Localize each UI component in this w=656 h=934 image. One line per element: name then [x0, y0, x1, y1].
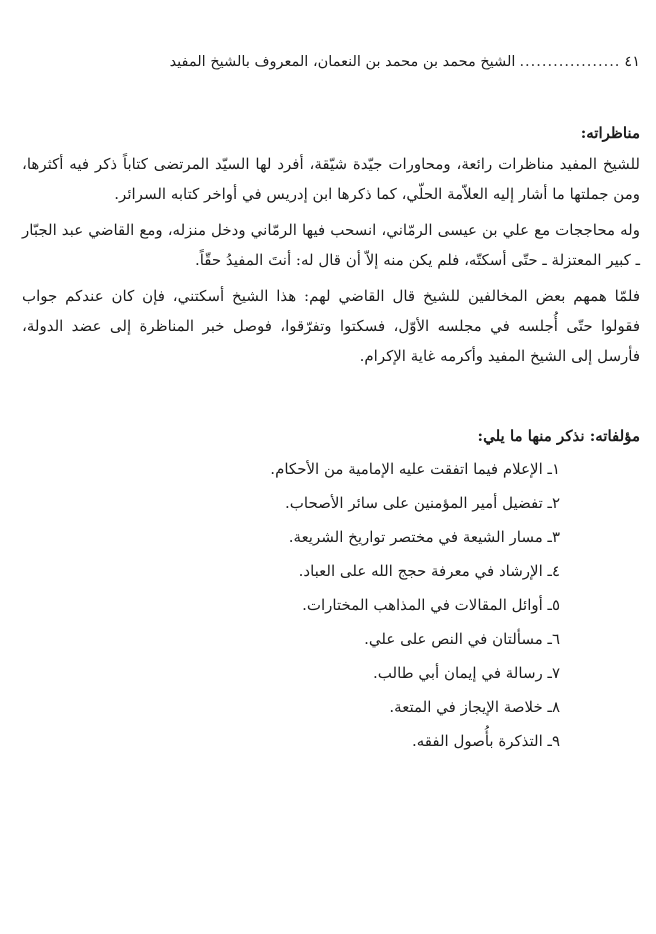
works-list-item: ٣ـ مسار الشيعة في مختصر تواريخ الشريعة.: [288, 528, 560, 546]
section-spacer: [22, 377, 640, 421]
works-list: [22, 452, 640, 758]
running-title: الشيخ محمد بن محمد بن النعمان، المعروف بالشيخ المفيد: [169, 54, 516, 70]
works-list-item: ١ـ الإعلام فيما اتفقت عليه الإمامية من الأحكام.: [270, 460, 560, 478]
debates-heading: مناظراته:: [580, 124, 640, 142]
page-body: [22, 118, 640, 758]
header-dot-leader: ..................: [519, 54, 621, 70]
works-list-item: ٥ـ أوائل المقالات في المذاهب المختارات.: [302, 596, 560, 614]
debates-paragraph: للشيخ المفيد مناظرات رائعة، ومحاورات جيّدة شيّقة، أفرد لها السيّد المرتضى كتاباً ذكر فيه أكثرها، ومن جملتها ما أشار إليه العلاّمة الحلّي، كما ذكرها ابن إدريس في أواخر كتابه السرائر.: [22, 155, 640, 203]
works-list-item: ٤ـ الإرشاد في معرفة حجج الله على العباد.: [298, 562, 560, 580]
works-list-item: ٢ـ تفضيل أمير المؤمنين على سائر الأصحاب.: [284, 494, 560, 512]
works-list-item: ٦ـ مسألتان في النص على علي.: [364, 630, 560, 648]
running-header: [22, 50, 640, 76]
debates-paragraph: وله محاججات مع علي بن عيسى الرمّاني، انسحب فيها الرمّاني ودخل منزله، ومع القاضي عبد الجبّار ـ كبير المعتزلة ـ حتّى أسكتّه، فلم يكن منه إلاّ أن قال له: أنتَ المفيدُ حقّاً.: [22, 221, 640, 269]
works-list-item: ٧ـ رسالة في إيمان أبي طالب.: [373, 664, 560, 682]
works-heading: مؤلفاته: نذكر منها ما يلي:: [477, 427, 640, 445]
page-number: ٤١: [624, 54, 640, 70]
debates-paragraph: فلمّا همهم بعض المخالفين للشيخ قال القاضي لهم: هذا الشيخ أسكتني، فإن كان عندكم جواب فقولوا حتّى أُجلسه في مجلسه الأوّل، فسكتوا وتفرّقوا، فوصل خبر المناظرة إلى عضد الدولة، فأرسل إلى الشيخ المفيد وأكرمه غاية الإكرام.: [22, 287, 640, 365]
works-list-item: ٨ـ خلاصة الإيجاز في المتعة.: [389, 698, 560, 716]
works-list-item: ٩ـ التذكرة بأُصول الفقه.: [411, 732, 560, 750]
